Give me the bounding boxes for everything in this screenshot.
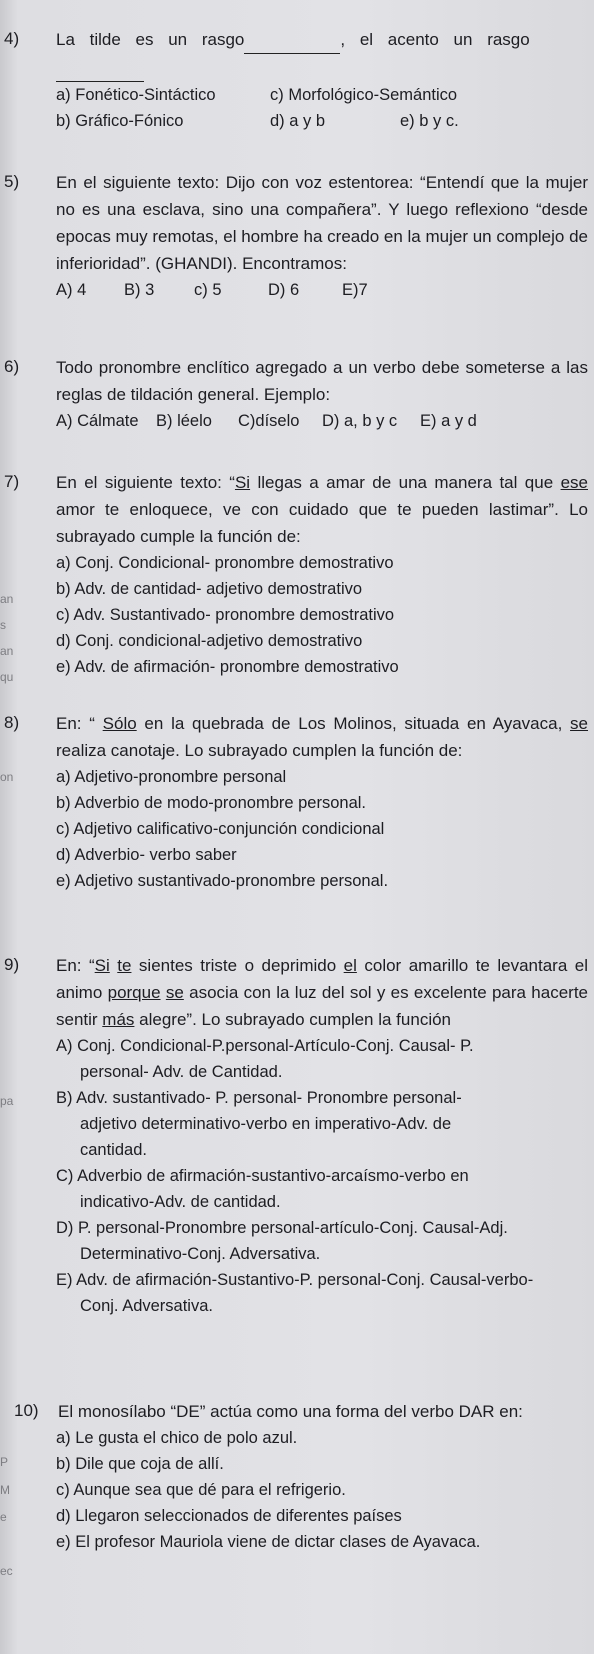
- option-c: c) Morfológico-Semántico: [270, 86, 458, 104]
- option-b: B) léelo: [156, 412, 212, 430]
- question-4: [4, 26, 588, 134]
- question-stem: La tilde es un rasgo , el acento un rasgo: [56, 26, 588, 82]
- underlined-word: el: [343, 956, 357, 975]
- option-e: E) a y d: [420, 412, 477, 430]
- option-d: d) Llegaron seleccionados de diferentes países: [56, 1507, 402, 1525]
- answer-blank: [244, 26, 340, 54]
- underlined-word: te: [117, 956, 132, 975]
- margin-mark: on: [0, 770, 14, 784]
- option-b: b) Adverbio de modo-pronombre personal.: [56, 794, 367, 812]
- option-e: e) El profesor Mauriola viene de dictar clases de Ayavaca.: [56, 1533, 481, 1551]
- option-e: e) Adv. de afirmación- pronombre demostrativo: [56, 658, 399, 676]
- option-e: e) b y c.: [400, 112, 459, 130]
- underlined-word: Si: [234, 473, 251, 492]
- option-e: e) Adjetivo sustantivado-pronombre personal.: [56, 872, 389, 890]
- option-a: A) Cálmate: [56, 412, 139, 430]
- option-a: a) Fonético-Sintáctico: [56, 86, 216, 104]
- question-number: 7): [4, 472, 20, 491]
- option-a: a) Le gusta el chico de polo azul.: [56, 1429, 298, 1447]
- option-a: A) 4: [56, 281, 87, 299]
- question-number: 8): [4, 713, 20, 732]
- option-d: D) 6: [268, 281, 300, 299]
- underlined-word: se: [570, 714, 589, 733]
- question-stem: En: “Si te sientes triste o deprimido el color amarillo te levantara el animo porque se asocia con la luz del sol y es excelente para hacerte sentir más alegre”. Lo subrayado cumplen la función: [56, 956, 589, 1029]
- option-b: b) Adv. de cantidad- adjetivo demostrativo: [56, 580, 363, 598]
- question-stem: En: “ Sólo en la quebrada de Los Molinos, situada en Ayavaca, se realiza canotaje. Lo subrayado cumplen la función de:: [56, 714, 589, 760]
- question-stem: En el siguiente texto: Dijo con voz estentorea: “Entendí que la mujer no es una esclava, sino una compañera”. Y luego reflexiono “desde epocas muy remotas, el hombre ha creado en la mujer un complejo de inferioridad”. (GHANDI). Encontramos:: [56, 173, 589, 273]
- option-a: a) Adjetivo-pronombre personal: [56, 768, 287, 786]
- underlined-word: Sólo: [102, 714, 137, 733]
- option-c: c) Aunque sea que dé para el refrigerio.: [56, 1481, 346, 1499]
- option-b: b) Dile que coja de allí.: [56, 1455, 224, 1473]
- option-c: C)díselo: [238, 412, 300, 430]
- question-7: [4, 469, 588, 680]
- question-8: [4, 710, 588, 894]
- option-c: c) 5: [194, 281, 222, 299]
- margin-mark: M: [0, 1483, 10, 1497]
- margin-mark: e: [0, 1510, 7, 1524]
- underlined-word: porque: [107, 983, 161, 1002]
- option-e: E)7: [342, 281, 368, 299]
- margin-mark: P: [0, 1455, 9, 1469]
- margin-mark: an: [0, 644, 14, 658]
- question-number: 6): [4, 357, 20, 376]
- underlined-word: se: [165, 983, 184, 1002]
- option-b: b) Gráfico-Fónico: [56, 112, 184, 130]
- option-b: B) Adv. sustantivado- P. personal- Pronombre personal- adjetivo determinativo-verbo en imperativo-Adv. de cantidad.: [56, 1089, 462, 1159]
- question-stem: Todo pronombre enclítico agregado a un verbo debe someterse a las reglas de tildación general. Ejemplo:: [56, 358, 588, 404]
- option-b: B) 3: [124, 281, 155, 299]
- margin-mark: pa: [0, 1094, 14, 1108]
- margin-mark: ec: [0, 1564, 13, 1578]
- question-5: [4, 169, 588, 303]
- question-number: 4): [4, 29, 20, 48]
- question-number: 5): [4, 172, 20, 191]
- answer-blank: [56, 54, 144, 82]
- option-e: E) Adv. de afirmación-Sustantivo-P. personal-Conj. Causal-verbo-Conj. Adversativa.: [56, 1271, 534, 1315]
- option-c: c) Adjetivo calificativo-conjunción condicional: [56, 820, 385, 838]
- options-row: [56, 82, 588, 108]
- options-row: [56, 277, 588, 303]
- option-c: c) Adv. Sustantivado- pronombre demostrativo: [56, 606, 395, 624]
- underlined-word: ese: [560, 473, 588, 492]
- margin-mark: qu: [0, 670, 14, 684]
- option-d: d) Adverbio- verbo saber: [56, 846, 237, 864]
- question-stem: El monosílabo “DE” actúa como una forma del verbo DAR en:: [58, 1402, 523, 1421]
- question-number: 9): [4, 955, 20, 974]
- underlined-word: Si: [94, 956, 110, 975]
- option-d: D) a, b y c: [322, 412, 398, 430]
- option-d: D) P. personal-Pronombre personal-artículo-Conj. Causal-Adj. Determinativo-Conj. Adversativa.: [56, 1219, 508, 1263]
- margin-mark: an: [0, 592, 14, 606]
- underlined-word: más: [102, 1010, 135, 1029]
- option-c: C) Adverbio de afirmación-sustantivo-arcaísmo-verbo en indicativo-Adv. de cantidad.: [56, 1167, 469, 1211]
- option-d: d) Conj. condicional-adjetivo demostrativo: [56, 632, 363, 650]
- question-6: [4, 354, 588, 434]
- option-a: a) Conj. Condicional- pronombre demostrativo: [56, 554, 394, 572]
- option-a: A) Conj. Condicional-P.personal-Artículo-Conj. Causal- P. personal- Adv. de Cantidad.: [56, 1037, 474, 1081]
- option-d: d) a y b: [270, 112, 326, 130]
- question-stem: En el siguiente texto: “Si llegas a amar de una manera tal que ese amor te enloquece, ve con cuidado que te pueden lastimar”. Lo subrayado cumple la función de:: [56, 473, 588, 546]
- question-9: [4, 952, 588, 1319]
- options-row: [56, 408, 588, 434]
- question-10: [4, 1398, 588, 1555]
- question-number: 10): [14, 1401, 39, 1420]
- margin-mark: s: [0, 618, 6, 632]
- options-row: [56, 108, 588, 134]
